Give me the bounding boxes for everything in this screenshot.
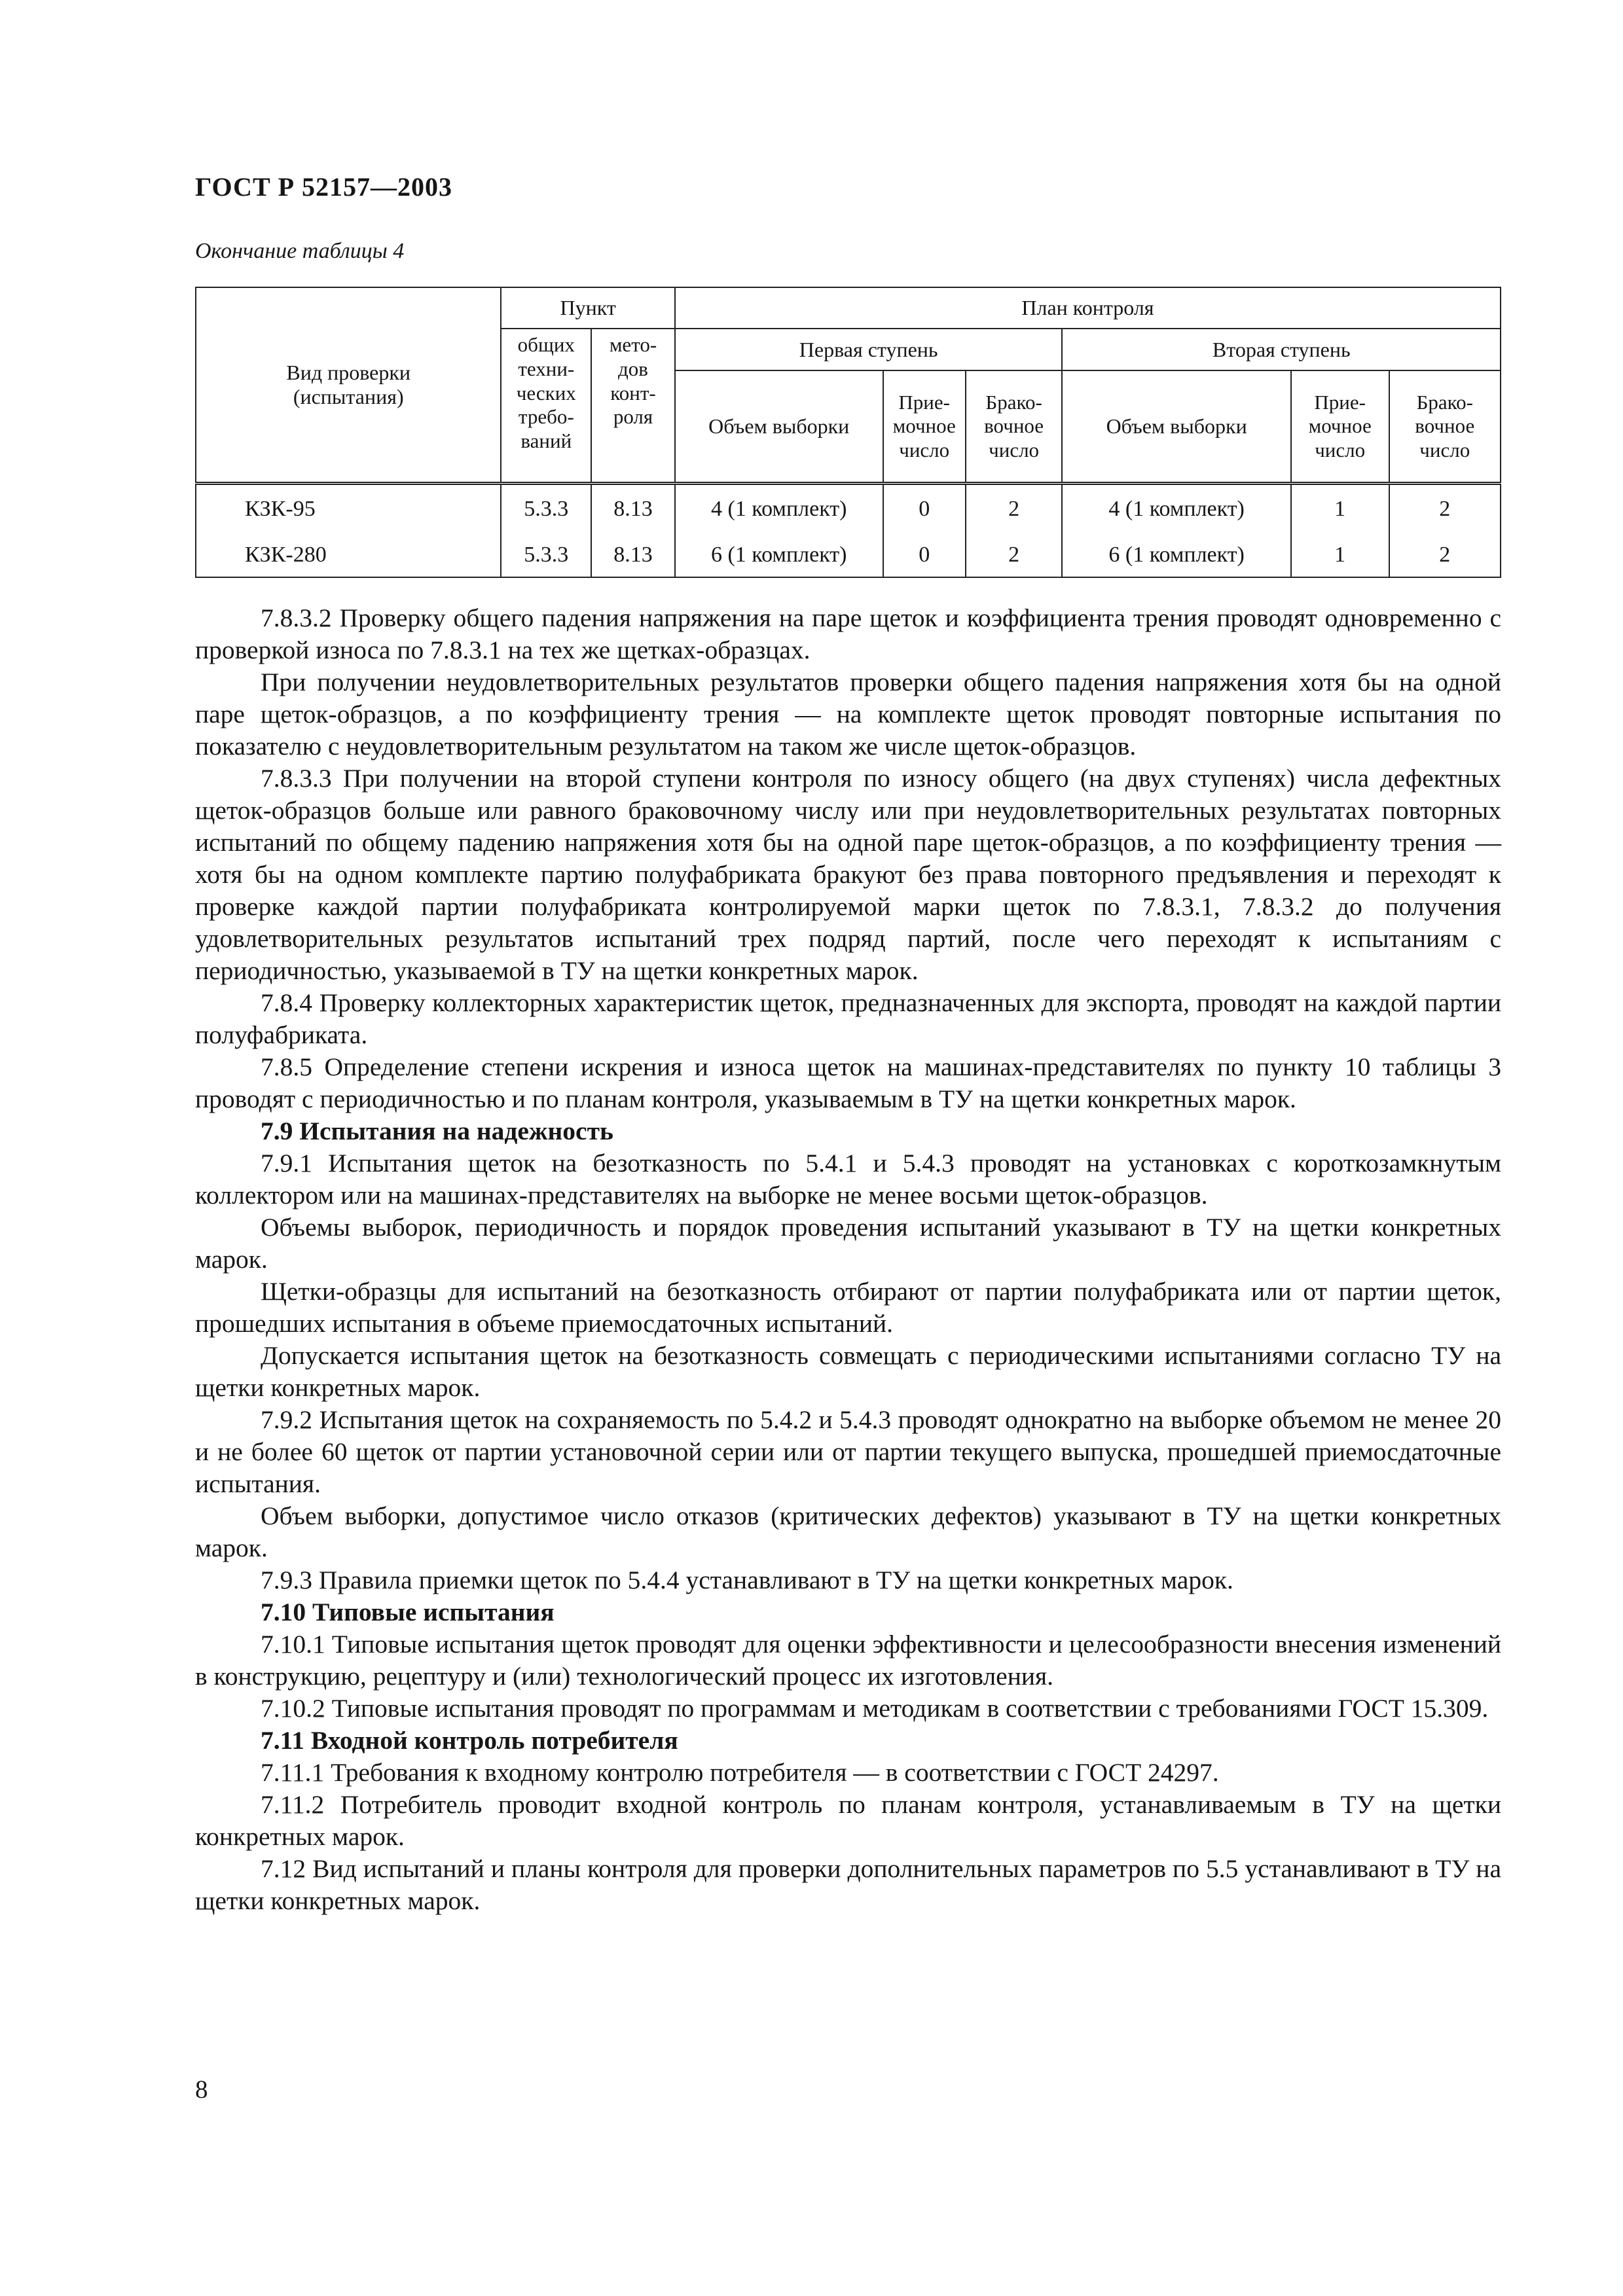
- table-4: [195, 287, 1501, 578]
- header-s2-acceptance: Прие-мочное число: [1291, 370, 1389, 484]
- cell-s1-acc: 0: [883, 484, 966, 533]
- section-heading: 7.9 Испытания на надежность: [261, 1117, 613, 1145]
- paragraph: 7.8.3.2 Проверку общего падения напряжения на паре щеток и коэффициента трения проводят одновременно с проверкой износа по 7.8.3.1 на тех же щетках-образцах.: [195, 603, 1501, 664]
- paragraph: Объемы выборок, периодичность и порядок проведения испытаний указывают в ТУ на щетки конкретных марок.: [195, 1213, 1501, 1274]
- body-text: [195, 602, 1501, 1917]
- cell-s2-rej: 2: [1389, 484, 1501, 533]
- paragraph: 7.10.2 Типовые испытания проводят по программам и методикам в соответствии с требованиями ГОСТ 15.309.: [261, 1694, 1489, 1723]
- cell-s1-rej: 2: [966, 484, 1063, 533]
- header-stage-2: Вторая ступень: [1062, 329, 1501, 370]
- paragraph: Допускается испытания щеток на безотказность совмещать с периодическими испытаниями согласно ТУ на щетки конкретных марок.: [195, 1341, 1501, 1402]
- section-heading: 7.10 Типовые испытания: [261, 1598, 555, 1626]
- cell-name: КЗК-280: [196, 533, 501, 577]
- paragraph: 7.9.1 Испытания щеток на безотказность по 5.4.1 и 5.4.3 проводят на установках с короткозамкнутым коллектором или на машинах-представителях на выборке не менее восьми щеток-образцов.: [195, 1149, 1501, 1210]
- paragraph: 7.10.1 Типовые испытания щеток проводят для оценки эффективности и целесообразности внесения изменений в конструкцию, рецептуру и (или) технологический процесс их изготовления.: [195, 1630, 1501, 1691]
- header-s2-rejection: Брако-вочное число: [1389, 370, 1501, 484]
- cell-s2-size: 4 (1 комплект): [1062, 484, 1290, 533]
- header-general-requirements: общих техни-ческих требо-ваний: [501, 329, 591, 483]
- header-control-plan: План контроля: [675, 287, 1501, 329]
- paragraph: Объем выборки, допустимое число отказов (критических дефектов) указывают в ТУ на щетки конкретных марок.: [195, 1501, 1501, 1562]
- cell-method: 8.13: [591, 484, 675, 533]
- header-check-type: Вид проверки (испытания): [196, 287, 501, 484]
- header-s2-sample-size: Объем выборки: [1062, 370, 1290, 484]
- paragraph: 7.11.1 Требования к входному контролю потребителя — в соответствии с ГОСТ 24297.: [261, 1758, 1219, 1787]
- section-heading: 7.11 Входной контроль потребителя: [261, 1726, 678, 1755]
- cell-s2-acc: 1: [1291, 533, 1389, 577]
- paragraph: 7.11.2 Потребитель проводит входной контроль по планам контроля, устанавливаемым в ТУ на щетки конкретных марок.: [195, 1790, 1501, 1851]
- paragraph: 7.8.4 Проверку коллекторных характеристик щеток, предназначенных для экспорта, проводят на каждой партии полуфабриката.: [195, 988, 1501, 1049]
- table-row: [196, 533, 1501, 577]
- paragraph: 7.8.5 Определение степени искрения и износа щеток на машинах-представителях по пункту 10 таблицы 3 проводят с периодичностью и по планам контроля, указываемым в ТУ на щетки конкретных марок.: [195, 1052, 1501, 1113]
- header-s1-acceptance: Прие-мочное число: [883, 370, 966, 484]
- table-caption: Окончание таблицы 4: [195, 239, 405, 263]
- cell-s1-size: 6 (1 комплект): [675, 533, 883, 577]
- cell-req: 5.3.3: [501, 533, 591, 577]
- table-row: [196, 484, 1501, 533]
- header-punkt: Пункт: [501, 287, 674, 329]
- paragraph: 7.9.2 Испытания щеток на сохраняемость по 5.4.2 и 5.4.3 проводят однократно на выборке объемом не менее 20 и не более 60 щеток от партии установочной серии или от партии текущего выпуска, прошедшей приемосдаточные испытания.: [195, 1405, 1501, 1498]
- cell-s1-acc: 0: [883, 533, 966, 577]
- cell-s1-rej: 2: [966, 533, 1063, 577]
- paragraph: 7.8.3.3 При получении на второй ступени контроля по износу общего (на двух ступенях) числа дефектных щеток-образцов больше или равного браковочному числу или при неудовлетворительных результатах повторных испытаний по общему падению напряжения хотя бы на одной паре щеток-образцов, а по коэффициенту трения — хотя бы на одном комплекте партию полуфабриката бракуют без права повторного предъявления и переходят к проверке каждой партии полуфабриката контролируемой марки щеток по 7.8.3.1, 7.8.3.2 до получения удовлетворительных результатов испытаний трех подряд партий, после чего переходят к испытаниям с периодичностью, указываемой в ТУ на щетки конкретных марок.: [195, 764, 1501, 985]
- header-control-methods: мето-дов конт-роля: [591, 329, 675, 483]
- cell-name: КЗК-95: [196, 484, 501, 533]
- cell-s2-size: 6 (1 комплект): [1062, 533, 1290, 577]
- paragraph: При получении неудовлетворительных результатов проверки общего падения напряжения хотя бы на одной паре щеток-образцов, а по коэффициенту трения — на комплекте щеток проводят повторные испытания по показателю с неудовлетворительным результатом на таком же числе щеток-образцов.: [195, 668, 1501, 761]
- cell-s2-rej: 2: [1389, 533, 1501, 577]
- header-s1-rejection: Брако-вочное число: [966, 370, 1063, 484]
- cell-method: 8.13: [591, 533, 675, 577]
- header-s1-sample-size: Объем выборки: [675, 370, 883, 484]
- header-stage-1: Первая ступень: [675, 329, 1063, 370]
- page-number: 8: [195, 2075, 208, 2104]
- paragraph: Щетки-образцы для испытаний на безотказность отбирают от партии полуфабриката или от партии щеток, прошедших испытания в объеме приемосдаточных испытаний.: [195, 1277, 1501, 1338]
- cell-s2-acc: 1: [1291, 484, 1389, 533]
- document-header: ГОСТ Р 52157—2003: [195, 172, 453, 202]
- paragraph: 7.9.3 Правила приемки щеток по 5.4.4 устанавливают в ТУ на щетки конкретных марок.: [261, 1566, 1233, 1594]
- cell-req: 5.3.3: [501, 484, 591, 533]
- paragraph: 7.12 Вид испытаний и планы контроля для проверки дополнительных параметров по 5.5 устанавливают в ТУ на щетки конкретных марок.: [195, 1854, 1501, 1915]
- cell-s1-size: 4 (1 комплект): [675, 484, 883, 533]
